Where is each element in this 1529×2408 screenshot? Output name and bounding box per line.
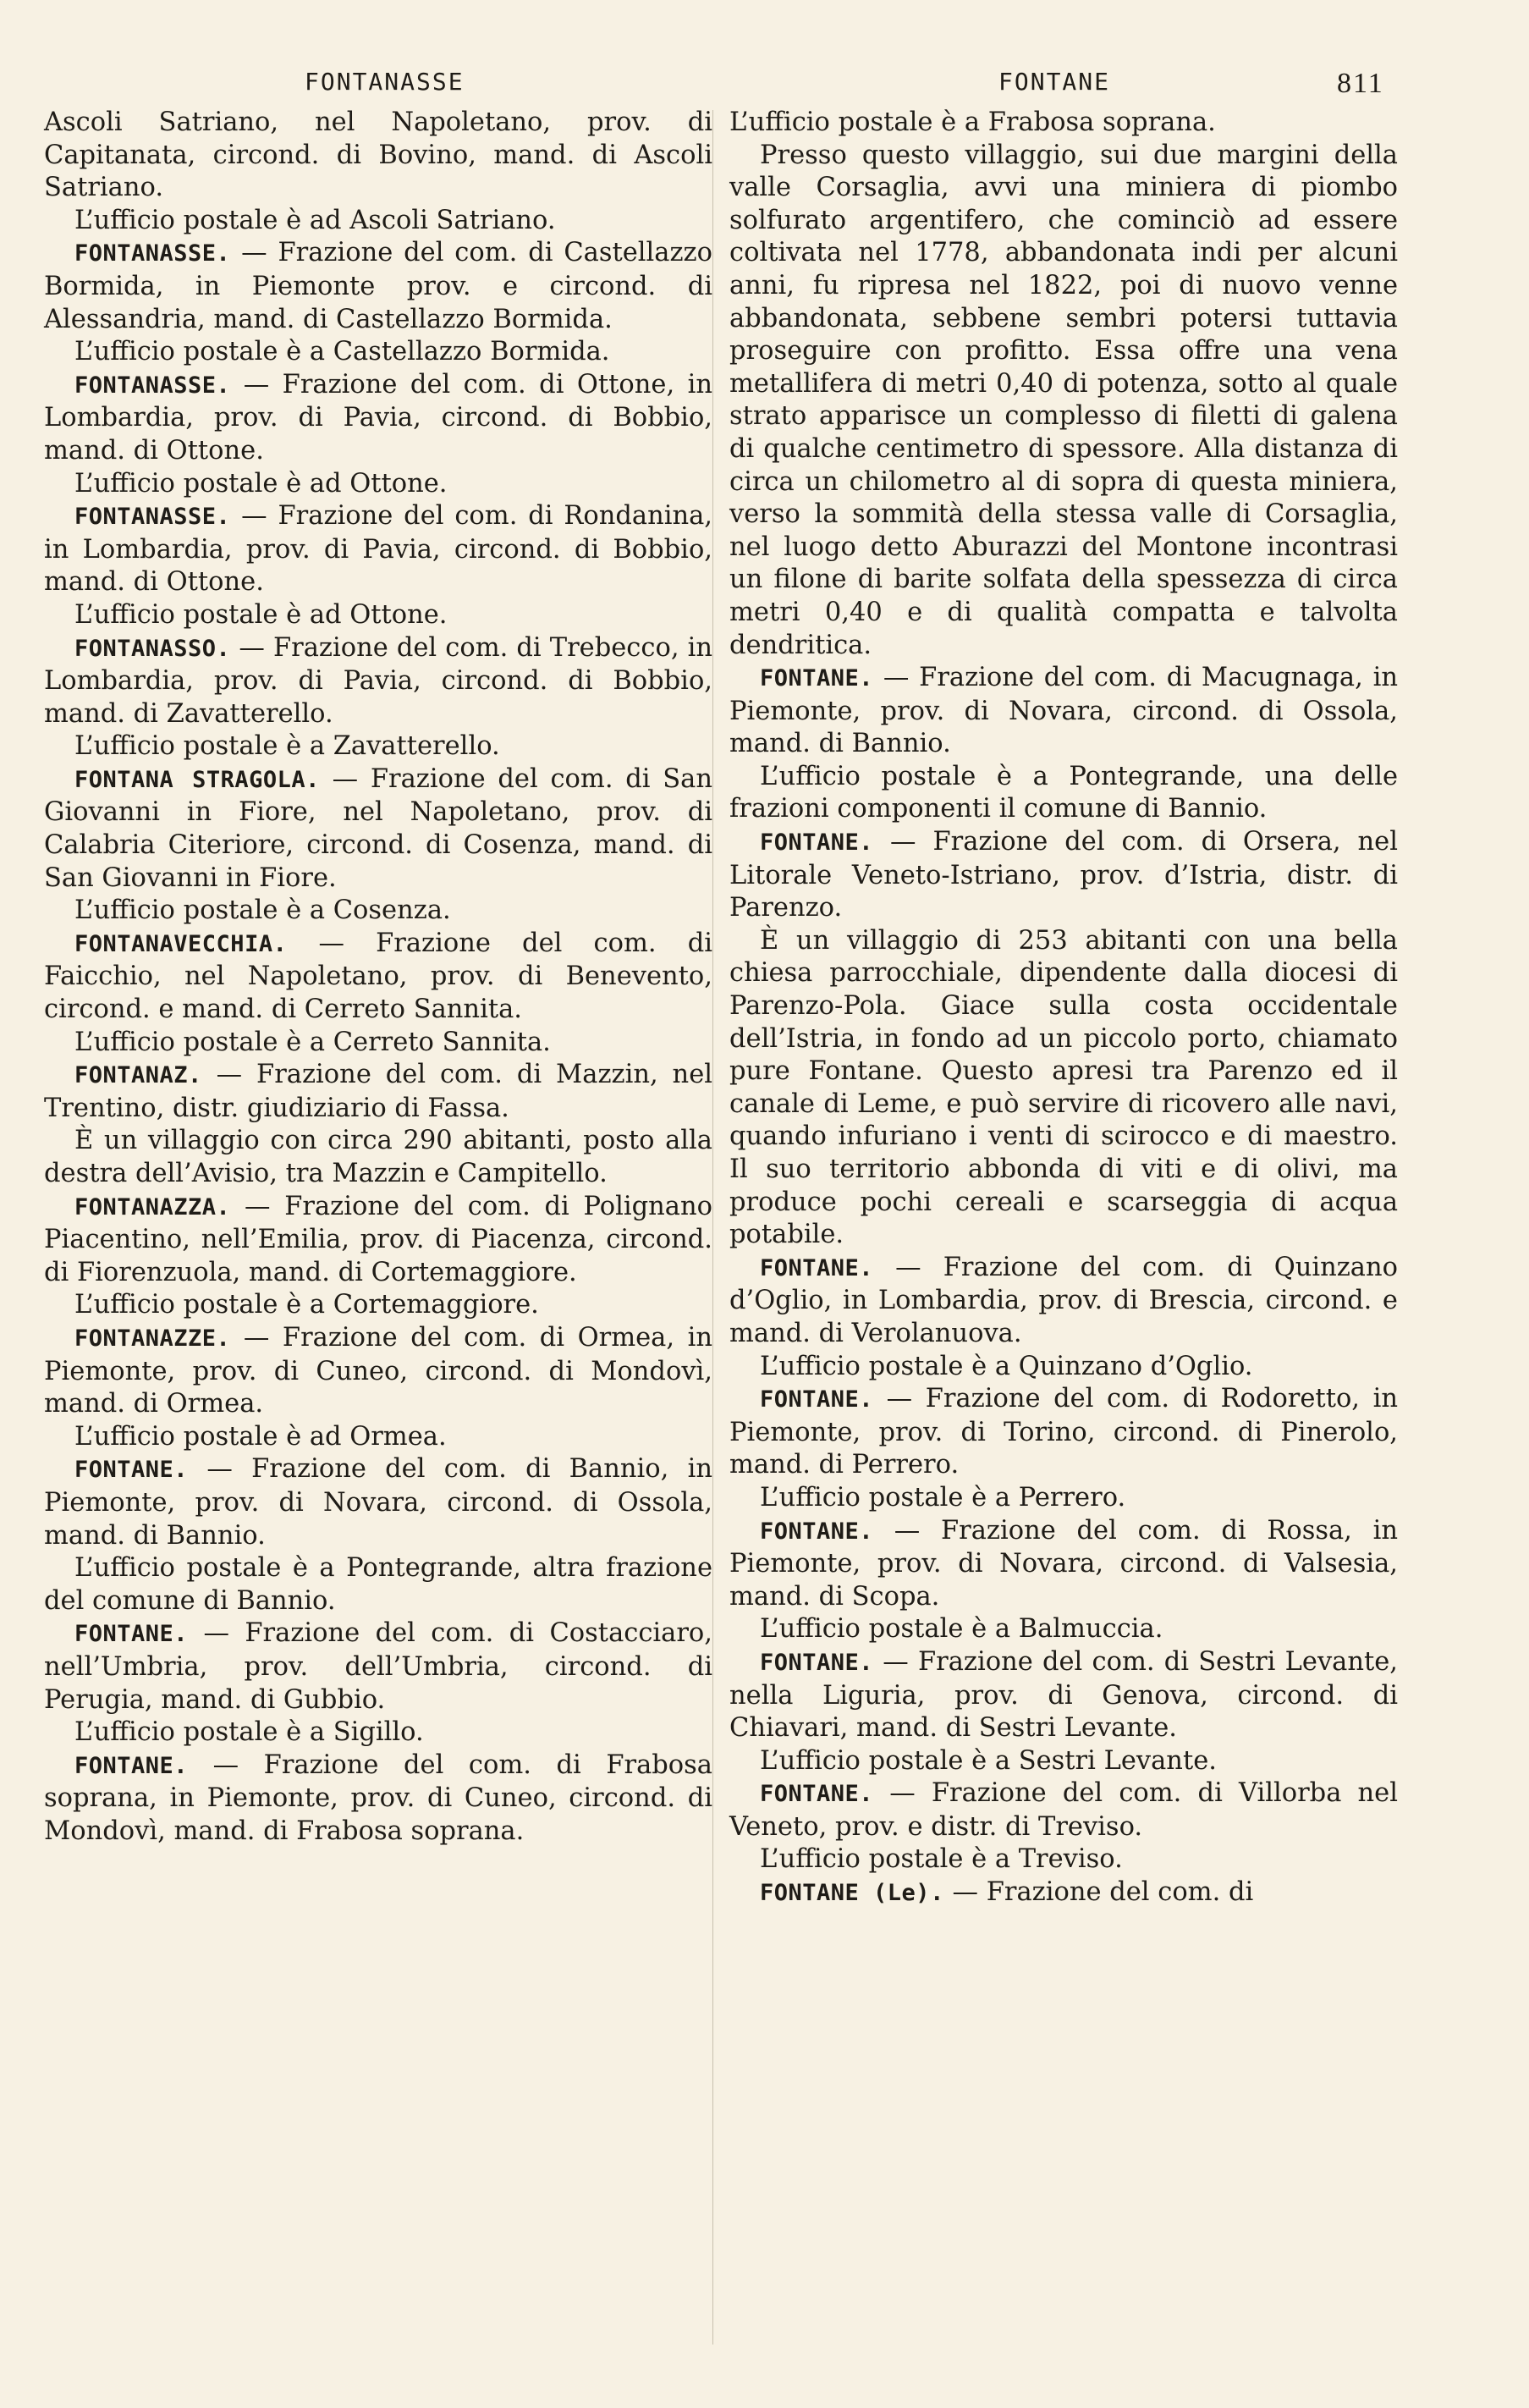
entry-text: — Frazione del com. di Castellazzo Bormida, in Piemonte prov. e circond. di Alessandria, mand. di Castellazzo Bormida. [44,238,712,334]
entry-text: L’ufficio postale è a Cerreto Sannita. [74,1027,551,1057]
entry-headword: FONTANE. [760,1518,874,1545]
entry-text: L’ufficio postale è a Perrero. [760,1482,1126,1513]
body-paragraph [44,1027,712,1060]
body-paragraph [44,1421,712,1454]
entry-text: L’ufficio postale è ad Ottone. [74,599,448,630]
entry-headword: FONTANE. [760,1386,874,1413]
entry-text: L’ufficio postale è a Zavatterello. [74,731,500,762]
entry-text: L’ufficio postale è ad Ascoli Satriano. [74,205,556,235]
entry-headword: FONTANASSE. [74,240,231,267]
body-paragraph [729,1745,1398,1778]
entry-text: L’ufficio postale è a Pontegrande, una delle frazioni componenti il comune di Bannio. [729,761,1398,824]
entry-paragraph [729,1777,1398,1843]
column-divider [712,110,713,2345]
entry-paragraph [729,1876,1398,1910]
entry-text: È un villaggio con circa 290 abitanti, posto alla destra dell’Avisio, tra Mazzin e Campitello. [44,1126,712,1188]
entry-text: — Frazione del com. di Sestri Levante, nella Liguria, prov. di Genova, circond. di Chiavari, mand. di Sestri Levante. [729,1646,1398,1744]
entry-text: L’ufficio postale è a Treviso. [760,1844,1123,1875]
body-paragraph [44,107,712,205]
body-paragraph [44,1552,712,1617]
entry-paragraph [729,1646,1398,1745]
entry-paragraph [44,1191,712,1290]
entry-headword: FONTANE. [760,665,874,692]
entry-text: — Frazione del com. di Polignano Piacentino, nell’Emilia, prov. di Piacenza, circond. di Fiorenzuola, mand. di Cortemaggiore. [44,1191,712,1287]
entry-paragraph [729,1515,1398,1614]
entry-text: — Frazione del com. di Mazzin, nel Trentino, distr. giudiziario di Fassa. [44,1060,712,1123]
entry-paragraph [44,1059,712,1125]
body-paragraph [729,1351,1398,1384]
entry-paragraph [44,1750,712,1849]
entry-paragraph [729,1383,1398,1482]
entry-text: L’ufficio postale è a Quinzano d’Oglio. [760,1351,1253,1381]
entry-paragraph [44,763,712,895]
body-paragraph [44,1716,712,1750]
running-head-left: FONTANASSE [305,68,465,96]
entry-text: L’ufficio postale è a Castellazzo Bormida. [74,337,610,367]
right-column [729,107,1398,1910]
entry-paragraph [729,662,1398,761]
entry-text: — Frazione del com. di Ottone, in Lombardia, prov. di Pavia, circond. di Bobbio, mand. di Ottone. [44,369,712,466]
entry-text: — Frazione del com. di Quinzano d’Oglio, in Lombardia, prov. di Brescia, circond. e mand. di Verolanuova. [729,1252,1398,1348]
entry-headword: FONTANASSE. [74,372,231,399]
body-paragraph [729,107,1398,140]
body-paragraph [44,1125,712,1190]
entry-text: — Frazione del com. di [943,1877,1254,1908]
entry-text: — Frazione del com. di San Giovanni in Fiore, nel Napoletano, prov. di Calabria Citeriore, circond. di Cosenza, mand. di San Giovanni in Fiore. [44,763,712,893]
entry-headword: FONTANASSE. [74,504,231,531]
entry-text: — Frazione del com. di Faicchio, nel Napoletano, prov. di Benevento, circond. e mand. di Cerreto Sannita. [44,928,712,1025]
entry-text: L’ufficio postale è a Cosenza. [74,895,451,926]
entry-text: L’ufficio postale è a Cortemaggiore. [74,1290,539,1320]
body-paragraph [44,336,712,369]
entry-text: È un villaggio di 253 abitanti con una bella chiesa parrocchiale, dipendente dalla diocesi di Parenzo-Pola. Giace sulla costa occidentale dell’Istria, in fondo ad un piccolo porto, chiamato pure Fontane. Questo apresi tra Parenzo ed il canale di Leme, e può servire di ricovero alle navi, quando infuriano i venti di scirocco e di maestro. Il suo territorio abbonda di viti e di olivi, ma produce pochi cereali e scarseggia di acqua potabile. [729,925,1398,1250]
entry-text: L’ufficio postale è a Balmuccia. [760,1614,1163,1645]
entry-text: — Frazione del com. di Ormea, in Piemonte, prov. di Cuneo, circond. di Mondovì, mand. di Ormea. [44,1322,712,1419]
body-paragraph [729,925,1398,1252]
body-paragraph [729,140,1398,663]
entry-headword: FONTANE. [74,1457,189,1484]
entry-text: — Frazione del com. di Costacciaro, nell’Umbria, prov. dell’Umbria, circond. di Perugia, mand. di Gubbio. [44,1618,712,1715]
entry-paragraph [44,632,712,731]
entry-text: — Frazione del com. di Trebecco, in Lombardia, prov. di Pavia, circond. di Bobbio, mand. di Zavatterello. [44,632,712,729]
entry-headword: FONTANE. [760,1649,874,1676]
entry-text: — Frazione del com. di Orsera, nel Litorale Veneto-Istriano, prov. d’Istria, distr. di Parenzo. [729,827,1398,923]
body-paragraph [729,761,1398,826]
entry-text: — Frazione del com. di Rondanina, in Lombardia, prov. di Pavia, circond. di Bobbio, mand. di Ottone. [44,501,712,598]
entry-text: — Frazione del com. di Bannio, in Piemonte, prov. di Novara, circond. di Ossola, mand. di Bannio. [44,1454,712,1551]
entry-paragraph [44,1322,712,1421]
entry-text: — Frazione del com. di Rossa, in Piemonte, prov. di Novara, circond. di Valsesia, mand. di Scopa. [729,1515,1398,1612]
entry-text: L’ufficio postale è a Frabosa soprana. [729,107,1216,137]
entry-text: — Frazione del com. di Macugnaga, in Piemonte, prov. di Novara, circond. di Ossola, mand. di Bannio. [729,663,1398,759]
entry-text: L’ufficio postale è a Pontegrande, altra frazione del comune di Bannio. [44,1553,712,1616]
entry-paragraph [44,237,712,336]
entry-headword: FONTANE. [760,829,874,857]
entry-headword: FONTANE. [760,1254,874,1281]
running-head-right: FONTANE [998,68,1111,96]
entry-headword: FONTANE (Le). [760,1880,944,1907]
entry-paragraph [44,1617,712,1716]
entry-paragraph [44,500,712,599]
entry-paragraph [729,1252,1398,1351]
entry-headword: FONTANA STRAGOLA. [74,766,320,793]
entry-headword: FONTANAZZE. [74,1325,231,1352]
entry-paragraph [44,928,712,1027]
left-column [44,107,712,1848]
entry-text: L’ufficio postale è ad Ormea. [74,1421,447,1452]
body-paragraph [729,1613,1398,1646]
body-paragraph [44,895,712,928]
entry-paragraph [44,1453,712,1552]
entry-text: — Frazione del com. di Frabosa soprana, in Piemonte, prov. di Cuneo, circond. di Mondovì, mand. di Frabosa soprana. [44,1750,712,1846]
entry-text: Presso questo villaggio, sui due margini della valle Corsaglia, avvi una miniera di piombo solfurato argentifero, che cominciò ad essere coltivata nel 1778, abbandonata indi per alcuni anni, fu ripresa nel 1822, poi di nuovo venne abbandonata, sebbene sembri potersi tuttavia proseguire con profitto. Essa offre una vena metallifera di metri 0,40 di potenza, sotto al quale strato apparisce un complesso di filetti di galena di qualche centimetro di spessore. Alla distanza di circa un chilometro al di sopra di questa miniera, verso la sommità della stessa valle di Corsaglia, nel luogo detto Aburazzi del Montone incontrasi un filone di barite solfata della spessezza di circa metri 0,40 e di qualità compatta e talvolta dendritica. [729,140,1398,660]
body-paragraph [44,1289,712,1322]
body-paragraph [44,599,712,632]
entry-text: — Frazione del com. di Rodoretto, in Piemonte, prov. di Torino, circond. di Pinerolo, mand. di Perrero. [729,1384,1398,1480]
entry-paragraph [729,826,1398,925]
entry-text: — Frazione del com. di Villorba nel Veneto, prov. e distr. di Treviso. [729,1778,1398,1842]
entry-headword: FONTANE. [74,1621,189,1648]
entry-headword: FONTANAZZA. [74,1193,231,1221]
entry-headword: FONTANE. [760,1781,874,1808]
entry-text: Ascoli Satriano, nel Napoletano, prov. di Capitanata, circond. di Bovino, mand. di Ascoli Satriano. [44,107,712,203]
entry-paragraph [44,369,712,468]
entry-headword: FONTANAVECCHIA. [74,930,288,957]
body-paragraph [729,1482,1398,1515]
entry-text: L’ufficio postale è a Sestri Levante. [760,1745,1217,1776]
entry-text: L’ufficio postale è ad Ottone. [74,468,448,499]
page-number: 811 [1337,68,1384,99]
entry-text: L’ufficio postale è a Sigillo. [74,1717,424,1748]
entry-headword: FONTANE. [74,1752,189,1779]
body-paragraph [44,730,712,763]
entry-headword: FONTANAZ. [74,1062,202,1089]
entry-headword: FONTANASSO. [74,635,231,662]
body-paragraph [44,205,712,238]
body-paragraph [44,468,712,501]
body-paragraph [729,1843,1398,1876]
